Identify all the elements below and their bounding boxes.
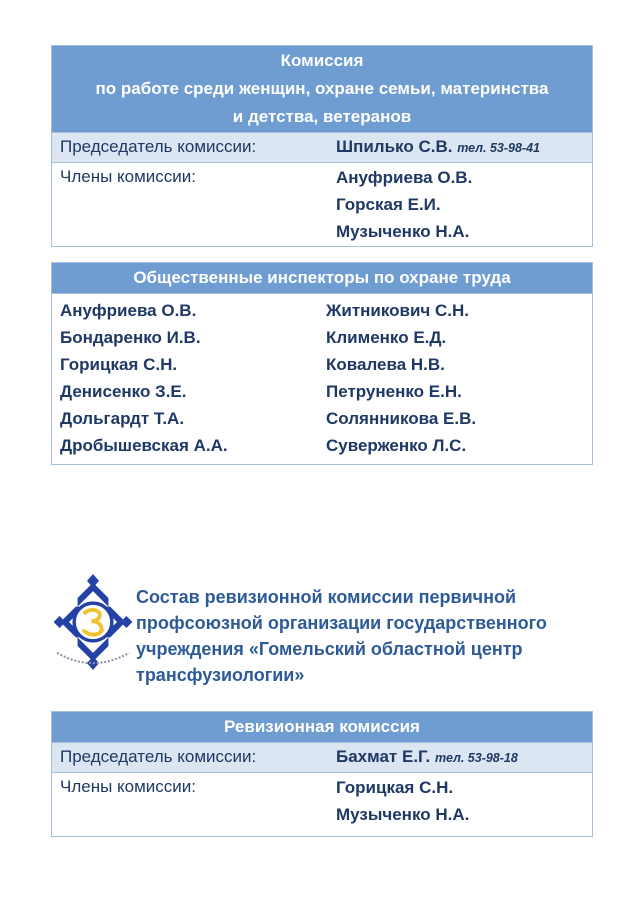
table-row-chair <box>52 133 592 163</box>
trade-union-emblem-logo <box>50 574 136 682</box>
inspectors-table-body <box>52 294 592 464</box>
inspector-name: Ануфриева О.В. <box>60 301 197 320</box>
inspector-name: Дробышевская А.А. <box>60 436 228 455</box>
inspector-name: Клименко Е.Д. <box>326 328 447 347</box>
chair-value <box>332 743 592 772</box>
revision-commission-table-title: Ревизионная комиссия <box>52 712 592 743</box>
table-row-members <box>52 163 592 246</box>
revision-commission-table <box>51 711 593 837</box>
member-name: Ануфриева О.В. <box>336 168 473 187</box>
members-list <box>332 163 592 246</box>
inspectors-left-column <box>52 297 322 459</box>
inspector-name: Житникович С.Н. <box>326 301 470 320</box>
chair-label: Председатель комиссии: <box>60 747 257 766</box>
inspector-name: Денисенко З.Е. <box>60 382 187 401</box>
chair-value <box>332 133 592 162</box>
inspectors-right-column <box>322 297 592 459</box>
chair-phone: тел. 53-98-18 <box>435 751 518 765</box>
chair-label: Председатель комиссии: <box>60 137 257 156</box>
inspector-name: Солянникова Е.В. <box>326 409 477 428</box>
inspector-name: Бондаренко И.В. <box>60 328 201 347</box>
members-list <box>332 773 592 836</box>
title-line: и детства, ветеранов <box>232 107 412 126</box>
members-label: Члены комиссии: <box>60 777 197 796</box>
chair-name: Бахмат Е.Г. <box>336 747 431 766</box>
table-row-chair <box>52 743 592 773</box>
member-name: Горская Е.И. <box>336 195 441 214</box>
members-label: Члены комиссии: <box>60 167 197 186</box>
chair-phone: тел. 53-98-41 <box>457 141 540 155</box>
title-line: Комиссия <box>280 51 364 70</box>
inspector-name: Горицкая С.Н. <box>60 355 178 374</box>
title-line: по работе среди женщин, охране семьи, материнства <box>95 79 549 98</box>
chair-name: Шпилько С.В. <box>336 137 453 156</box>
member-name: Музыченко Н.А. <box>336 222 470 241</box>
table-row-members <box>52 773 592 836</box>
inspectors-table-title: Общественные инспекторы по охране труда <box>52 263 592 294</box>
women-commission-table-title <box>52 46 592 133</box>
member-name: Музыченко Н.А. <box>336 805 470 824</box>
inspector-name: Петруненко Е.Н. <box>326 382 462 401</box>
women-commission-table <box>51 45 593 247</box>
healthcare-trade-union-emblem-icon <box>50 574 136 682</box>
inspectors-table <box>51 262 593 465</box>
member-name: Горицкая С.Н. <box>336 778 454 797</box>
inspector-name: Ковалева Н.В. <box>326 355 445 374</box>
revision-section-heading: Состав ревизионной комиссии первичной профсоюзной организации государственного учреждения «Гомельский областной центр трансфузиологии» <box>136 587 547 685</box>
inspector-name: Дольгардт Т.А. <box>60 409 185 428</box>
inspector-name: Суверженко Л.С. <box>326 436 467 455</box>
